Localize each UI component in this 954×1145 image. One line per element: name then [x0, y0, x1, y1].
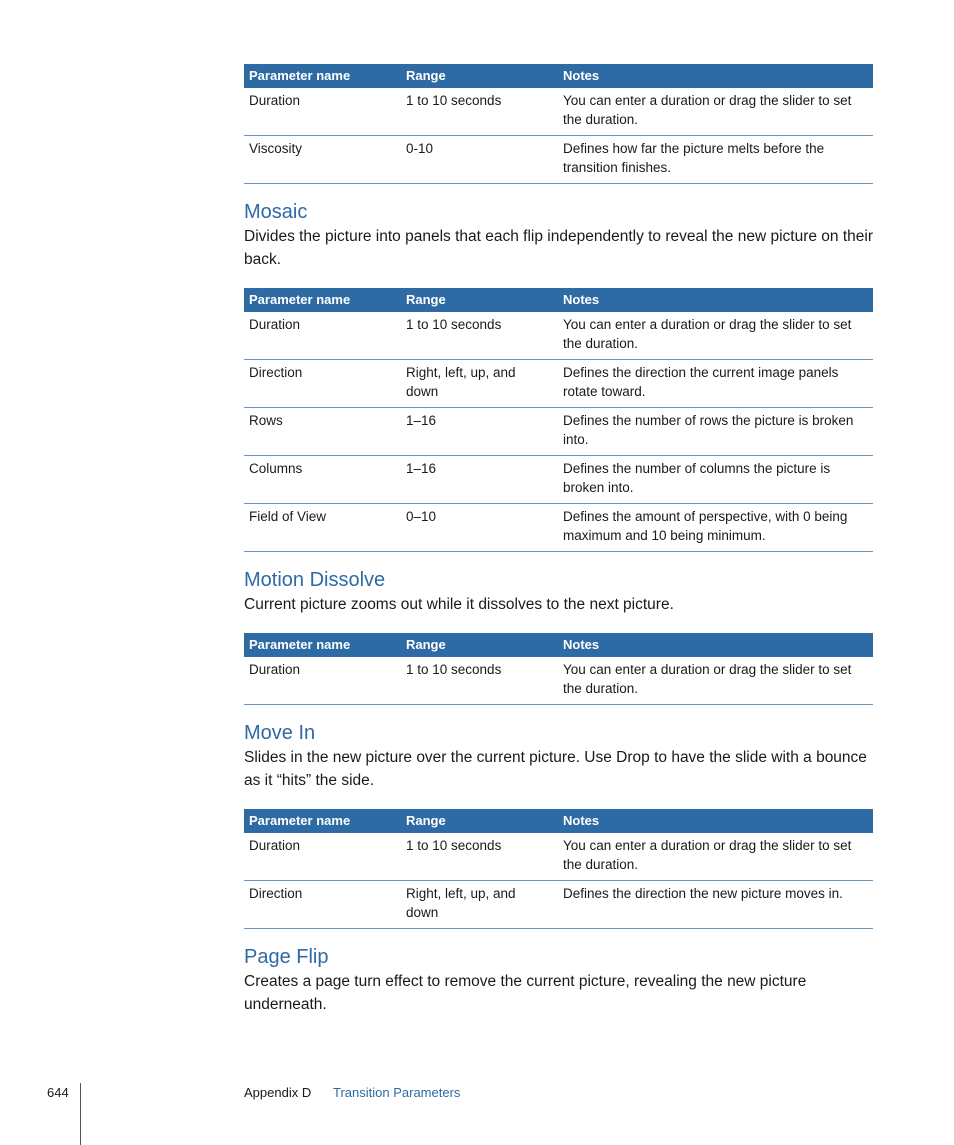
section-description-motion-dissolve: Current picture zooms out while it dissolves to the next picture.	[244, 596, 674, 613]
table-row	[244, 312, 873, 360]
cell-notes: Defines the direction the new picture moves in.	[558, 881, 873, 929]
parameter-table-move-in	[244, 809, 873, 929]
cell-range: 1 to 10 seconds	[401, 833, 558, 881]
cell-parameter-name: Duration	[244, 312, 401, 360]
table-row	[244, 360, 873, 408]
table-row	[244, 456, 873, 504]
header-notes: Notes	[558, 288, 873, 312]
header-notes: Notes	[558, 633, 873, 657]
table-row	[244, 657, 873, 705]
cell-range: 1–16	[401, 456, 558, 504]
section-title-motion-dissolve: Motion Dissolve	[244, 569, 386, 591]
header-range: Range	[401, 809, 558, 833]
table-row	[244, 833, 873, 881]
section-title-page-flip: Page Flip	[244, 946, 329, 968]
cell-notes: Defines the direction the current image panels rotate toward.	[558, 360, 873, 408]
cell-range: 1–16	[401, 408, 558, 456]
cell-range: 1 to 10 seconds	[401, 88, 558, 136]
cell-notes: You can enter a duration or drag the slider to set the duration.	[558, 833, 873, 881]
cell-notes: Defines how far the picture melts before the transition finishes.	[558, 136, 873, 184]
header-range: Range	[401, 633, 558, 657]
cell-notes: You can enter a duration or drag the slider to set the duration.	[558, 312, 873, 360]
cell-notes: You can enter a duration or drag the slider to set the duration.	[558, 657, 873, 705]
parameter-table-motion-dissolve	[244, 633, 873, 705]
cell-parameter-name: Viscosity	[244, 136, 401, 184]
table-header-row	[244, 288, 873, 312]
footer-appendix-label: Appendix D	[244, 1085, 312, 1100]
header-range: Range	[401, 64, 558, 88]
header-parameter-name: Parameter name	[244, 633, 401, 657]
parameter-table-mosaic	[244, 288, 873, 552]
cell-parameter-name: Duration	[244, 657, 401, 705]
cell-range: 0-10	[401, 136, 558, 184]
section-description-mosaic: Divides the picture into panels that each flip independently to reveal the new picture on their back.	[244, 228, 873, 268]
table-header-row	[244, 64, 873, 88]
cell-range: 0–10	[401, 504, 558, 552]
cell-parameter-name: Field of View	[244, 504, 401, 552]
header-notes: Notes	[558, 64, 873, 88]
section-description-move-in: Slides in the new picture over the current picture. Use Drop to have the slide with a bounce as it “hits” the side.	[244, 749, 867, 789]
cell-parameter-name: Direction	[244, 360, 401, 408]
cell-parameter-name: Direction	[244, 881, 401, 929]
cell-range: Right, left, up, and down	[401, 360, 558, 408]
footer-chapter-link[interactable]: Transition Parameters	[333, 1085, 461, 1100]
header-parameter-name: Parameter name	[244, 64, 401, 88]
header-notes: Notes	[558, 809, 873, 833]
table-header-row	[244, 633, 873, 657]
cell-parameter-name: Duration	[244, 833, 401, 881]
table-row	[244, 136, 873, 184]
page-content	[244, 64, 873, 1033]
header-parameter-name: Parameter name	[244, 288, 401, 312]
page-number: 644	[47, 1085, 69, 1100]
cell-notes: Defines the number of columns the picture is broken into.	[558, 456, 873, 504]
table-row	[244, 408, 873, 456]
cell-range: Right, left, up, and down	[401, 881, 558, 929]
table-header-row	[244, 809, 873, 833]
table-row	[244, 88, 873, 136]
cell-range: 1 to 10 seconds	[401, 312, 558, 360]
cell-parameter-name: Columns	[244, 456, 401, 504]
cell-notes: Defines the amount of perspective, with 0 being maximum and 10 being minimum.	[558, 504, 873, 552]
footer-divider	[80, 1083, 81, 1145]
header-parameter-name: Parameter name	[244, 809, 401, 833]
parameter-table	[244, 64, 873, 184]
table-row	[244, 881, 873, 929]
cell-notes: You can enter a duration or drag the slider to set the duration.	[558, 88, 873, 136]
cell-parameter-name: Rows	[244, 408, 401, 456]
section-description-page-flip: Creates a page turn effect to remove the current picture, revealing the new picture underneath.	[244, 973, 807, 1013]
section-title-mosaic: Mosaic	[244, 201, 308, 223]
header-range: Range	[401, 288, 558, 312]
cell-notes: Defines the number of rows the picture is broken into.	[558, 408, 873, 456]
section-title-move-in: Move In	[244, 722, 316, 744]
cell-parameter-name: Duration	[244, 88, 401, 136]
cell-range: 1 to 10 seconds	[401, 657, 558, 705]
table-row	[244, 504, 873, 552]
